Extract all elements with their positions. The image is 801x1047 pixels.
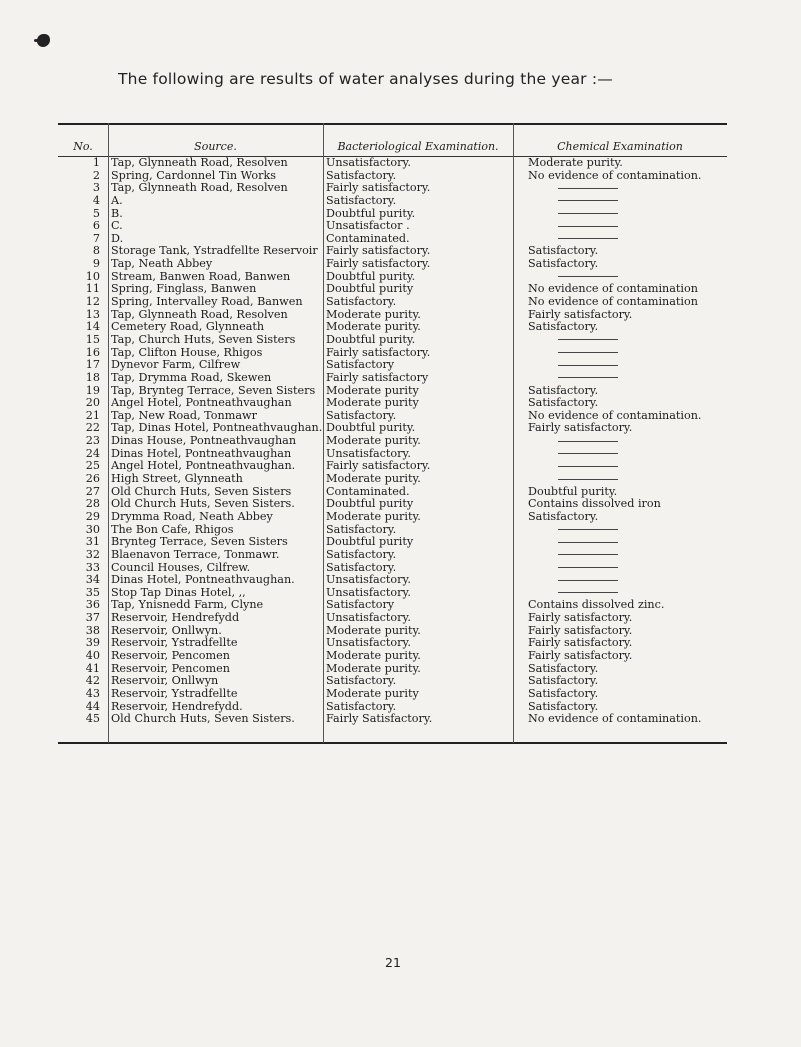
table-row [58, 321, 727, 334]
cell-chemical [558, 372, 618, 385]
cell-bacteriological: Moderate purity. [326, 510, 421, 523]
dash-mark [558, 339, 618, 340]
cell-chemical [558, 435, 618, 448]
cell-bacteriological: Fairly Satisfactory. [326, 713, 433, 726]
cell-source: Reservoir, Ystradfellte [111, 687, 238, 700]
table-row [58, 688, 727, 701]
cell-no: 28 [85, 498, 100, 511]
cell-bacteriological: Moderate purity. [326, 662, 421, 675]
cell-no: 18 [85, 371, 100, 384]
table-row [58, 208, 727, 221]
table-row [58, 473, 727, 486]
cell-bacteriological: Moderate purity. [326, 308, 421, 321]
cell-chemical [558, 536, 618, 549]
cell-no: 14 [85, 321, 100, 334]
cell-chemical [558, 549, 618, 562]
dash-mark [558, 226, 618, 227]
cell-bacteriological: Doubtful purity [326, 536, 414, 549]
table-row [58, 283, 727, 296]
cell-chemical: Satisfactory. [528, 675, 599, 688]
dash-mark [558, 200, 618, 201]
cell-bacteriological: Satisfactory. [326, 561, 397, 574]
cell-source: Reservoir, Hendrefydd. [111, 700, 243, 713]
dash-mark [558, 352, 618, 353]
dash-mark [558, 213, 618, 214]
cell-chemical: Satisfactory. [528, 662, 599, 675]
cell-chemical: Satisfactory. [528, 258, 599, 271]
table-row [58, 170, 727, 183]
cell-bacteriological: Fairly satisfactory. [326, 182, 431, 195]
cell-chemical: Fairly satisfactory. [528, 308, 633, 321]
table-row [58, 599, 727, 612]
cell-bacteriological: Moderate purity. [326, 321, 421, 334]
cell-chemical: Contains dissolved iron [528, 498, 661, 511]
cell-bacteriological: Moderate purity. [326, 473, 421, 486]
cell-chemical: Satisfactory. [528, 397, 599, 410]
cell-source: Dinas House, Pontneathvaughan [111, 435, 297, 448]
cell-source: Storage Tank, Ystradfellte Reservoir [111, 245, 318, 258]
cell-no: 31 [85, 536, 100, 549]
cell-chemical: Satisfactory. [528, 321, 599, 334]
cell-no: 5 [92, 207, 100, 220]
table-row [58, 385, 727, 398]
cell-no: 27 [85, 485, 100, 498]
intro-text: The following are results of water analyses during the year :— [118, 70, 614, 88]
table-row [58, 309, 727, 322]
table-bottom-rule [58, 742, 727, 744]
cell-bacteriological: Fairly satisfactory. [326, 460, 431, 473]
cell-no: 33 [85, 561, 100, 574]
cell-source: Tap, Ynisnedd Farm, Clyne [111, 599, 264, 612]
cell-chemical: Fairly satisfactory. [528, 612, 633, 625]
dash-mark [558, 479, 618, 480]
cell-no: 30 [85, 523, 100, 536]
table-row [58, 296, 727, 309]
cell-source: Reservoir, Pencomen [111, 662, 230, 675]
dash-mark [558, 580, 618, 581]
cell-source: Angel Hotel, Pontneathvaughan. [111, 460, 296, 473]
cell-bacteriological: Unsatisfactory. [326, 612, 411, 625]
cell-chemical: Satisfactory. [528, 245, 599, 258]
cell-source: Old Church Huts, Seven Sisters [111, 485, 292, 498]
table-row [58, 245, 727, 258]
cell-bacteriological: Satisfactory. [326, 548, 397, 561]
cell-bacteriological: Satisfactory. [326, 409, 397, 422]
dash-mark [558, 542, 618, 543]
table-row [58, 397, 727, 410]
cell-source: D. [111, 232, 124, 245]
cell-no: 38 [85, 624, 100, 637]
cell-chemical: Moderate purity. [528, 157, 623, 169]
cell-no: 1 [92, 157, 100, 169]
table-row [58, 650, 727, 663]
cell-no: 32 [85, 548, 100, 561]
cell-no: 15 [85, 333, 100, 346]
table-row [58, 562, 727, 575]
header-source: Source. [194, 140, 237, 153]
table-row [58, 182, 727, 195]
cell-chemical [558, 524, 618, 537]
dash-mark [558, 188, 618, 189]
table-row [58, 460, 727, 473]
cell-bacteriological: Satisfactory. [326, 296, 397, 309]
cell-chemical: Satisfactory. [528, 510, 599, 523]
cell-no: 25 [85, 460, 100, 473]
cell-source: Tap, Neath Abbey [111, 258, 213, 271]
cell-source: Angel Hotel, Pontneathvaughan [111, 397, 292, 410]
cell-bacteriological: Moderate purity [326, 397, 419, 410]
cell-no: 29 [85, 510, 100, 523]
cell-bacteriological: Satisfactory. [326, 194, 397, 207]
cell-chemical: No evidence of contamination [528, 283, 698, 296]
cell-bacteriological: Moderate purity [326, 687, 419, 700]
table-row [58, 511, 727, 524]
cell-no: 17 [85, 359, 100, 372]
cell-source: Reservoir, Onllwyn. [111, 624, 222, 637]
cell-chemical [558, 562, 618, 575]
cell-source: B. [111, 207, 123, 220]
header-chemical [513, 123, 727, 156]
water-analyses-table [58, 123, 727, 743]
cell-no: 40 [85, 649, 100, 662]
cell-chemical [558, 473, 618, 486]
cell-source: Stop Tap Dinas Hotel, ,, [111, 586, 246, 599]
cell-chemical: No evidence of contamination. [528, 713, 702, 726]
dash-mark [558, 276, 618, 277]
cell-bacteriological: Satisfactory [326, 359, 395, 372]
table-body [58, 157, 727, 726]
header-chemical-label: Chemical Examination [557, 140, 683, 153]
cell-no: 23 [85, 435, 100, 448]
table-row [58, 347, 727, 360]
cell-no: 35 [85, 586, 100, 599]
cell-source: Cemetery Road, Glynneath [111, 321, 265, 334]
cell-no: 36 [85, 599, 100, 612]
table-row [58, 410, 727, 423]
cell-source: Tap, Drymma Road, Skewen [111, 371, 272, 384]
table-row [58, 701, 727, 714]
cell-bacteriological: Moderate purity. [326, 624, 421, 637]
table-row [58, 422, 727, 435]
cell-no: 19 [85, 384, 100, 397]
dash-mark [558, 238, 618, 239]
cell-bacteriological: Satisfactory [326, 599, 395, 612]
header-no: No. [73, 140, 93, 153]
cell-bacteriological: Satisfactory. [326, 675, 397, 688]
cell-no: 7 [92, 232, 100, 245]
table-row [58, 359, 727, 372]
dash-mark [558, 592, 618, 593]
cell-source: Tap, New Road, Tonmawr [111, 409, 257, 422]
dash-mark [558, 453, 618, 454]
cell-bacteriological: Unsatisfactory. [326, 586, 411, 599]
table-row [58, 625, 727, 638]
cell-no: 26 [85, 473, 100, 486]
table-row [58, 612, 727, 625]
cell-no: 45 [85, 713, 100, 726]
cell-source: Dinas Hotel, Pontneathvaughan. [111, 574, 295, 587]
table-row [58, 233, 727, 246]
cell-no: 44 [85, 700, 100, 713]
cell-chemical: No evidence of contamination. [528, 409, 702, 422]
cell-bacteriological: Moderate purity. [326, 435, 421, 448]
cell-chemical: Fairly satisfactory. [528, 624, 633, 637]
cell-source: A. [111, 194, 123, 207]
table-row [58, 157, 727, 170]
cell-source: Drymma Road, Neath Abbey [111, 510, 273, 523]
cell-chemical [558, 271, 618, 284]
cell-no: 12 [85, 296, 100, 309]
table-row [58, 524, 727, 537]
table-row [58, 713, 727, 726]
cell-no: 16 [85, 346, 100, 359]
dash-mark [558, 466, 618, 467]
table-row [58, 663, 727, 676]
cell-chemical [558, 195, 618, 208]
cell-no: 4 [92, 194, 100, 207]
cell-no: 11 [85, 283, 100, 296]
cell-source: Tap, Glynneath Road, Resolven [111, 157, 288, 169]
cell-source: Tap, Dinas Hotel, Pontneathvaughan. [111, 422, 323, 435]
table-row [58, 587, 727, 600]
table-row [58, 574, 727, 587]
cell-no: 37 [85, 612, 100, 625]
cell-no: 8 [92, 245, 100, 258]
dash-mark [558, 567, 618, 568]
cell-source: Blaenavon Terrace, Tonmawr. [111, 548, 280, 561]
cell-no: 13 [85, 308, 100, 321]
table-row [58, 675, 727, 688]
cell-chemical [558, 460, 618, 473]
cell-no: 10 [85, 270, 100, 283]
cell-source: Tap, Clifton House, Rhigos [111, 346, 263, 359]
cell-source: Council Houses, Cilfrew. [111, 561, 251, 574]
cell-bacteriological: Fairly satisfactory. [326, 245, 431, 258]
cell-no: 41 [85, 662, 100, 675]
cell-no: 39 [85, 637, 100, 650]
cell-chemical: Fairly satisfactory. [528, 422, 633, 435]
cell-source: Reservoir, Onllwyn [111, 675, 219, 688]
cell-source: Reservoir, Pencomen [111, 649, 230, 662]
cell-source: Tap, Glynneath Road, Resolven [111, 308, 288, 321]
table-row [58, 258, 727, 271]
cell-chemical [558, 347, 618, 360]
cell-chemical: No evidence of contamination. [528, 169, 702, 182]
cell-chemical [558, 233, 618, 246]
cell-bacteriological: Doubtful purity [326, 283, 414, 296]
cell-bacteriological: Doubtful purity. [326, 422, 416, 435]
cell-no: 20 [85, 397, 100, 410]
cell-bacteriological: Moderate purity [326, 384, 419, 397]
cell-chemical: Fairly satisfactory. [528, 637, 633, 650]
page-number: 21 [385, 955, 401, 970]
cell-source: High Street, Glynneath [111, 473, 243, 486]
cell-bacteriological: Fairly satisfactory. [326, 258, 431, 271]
cell-no: 6 [92, 220, 100, 233]
cell-chemical: Fairly satisfactory. [528, 649, 633, 662]
cell-bacteriological: Contaminated. [326, 485, 410, 498]
dash-mark [558, 377, 618, 378]
cell-bacteriological: Satisfactory. [326, 700, 397, 713]
cell-source: Tap, Brynteg Terrace, Seven Sisters [111, 384, 316, 397]
cell-chemical: Satisfactory. [528, 700, 599, 713]
cell-no: 2 [92, 169, 100, 182]
cell-bacteriological: Doubtful purity. [326, 207, 416, 220]
cell-bacteriological: Unsatisfactor . [326, 220, 410, 233]
cell-no: 21 [85, 409, 100, 422]
cell-source: Tap, Glynneath Road, Resolven [111, 182, 288, 195]
dash-mark [558, 365, 618, 366]
cell-source: Brynteg Terrace, Seven Sisters [111, 536, 288, 549]
table-row [58, 549, 727, 562]
cell-bacteriological: Fairly satisfactory. [326, 346, 431, 359]
table-row [58, 435, 727, 448]
cell-source: Spring, Finglass, Banwen [111, 283, 257, 296]
cell-no: 43 [85, 687, 100, 700]
cell-source: Spring, Cardonnel Tin Works [111, 169, 277, 182]
cell-chemical [558, 448, 618, 461]
cell-chemical: Satisfactory. [528, 687, 599, 700]
ink-blot [37, 34, 50, 47]
cell-bacteriological: Doubtful purity. [326, 333, 416, 346]
header-bacteriological-label: Bacteriological Examination. [337, 140, 499, 153]
cell-bacteriological: Unsatisfactory. [326, 157, 411, 169]
cell-chemical: Doubtful purity. [528, 485, 618, 498]
table-row [58, 271, 727, 284]
dash-mark [558, 554, 618, 555]
cell-source: Old Church Huts, Seven Sisters. [111, 498, 295, 511]
cell-no: 42 [85, 675, 100, 688]
table-row [58, 195, 727, 208]
cell-source: Reservoir, Ystradfellte [111, 637, 238, 650]
table-row [58, 220, 727, 233]
cell-source: Dynevor Farm, Cilfrew [111, 359, 241, 372]
table-row [58, 486, 727, 499]
cell-bacteriological: Doubtful purity [326, 498, 414, 511]
header-bacteriological [323, 123, 513, 156]
cell-source: Dinas Hotel, Pontneathvaughan [111, 447, 292, 460]
dash-mark [558, 529, 618, 530]
cell-bacteriological: Unsatisfactory. [326, 574, 411, 587]
cell-chemical: No evidence of contamination [528, 296, 698, 309]
cell-chemical [558, 208, 618, 221]
cell-chemical [558, 359, 618, 372]
cell-no: 3 [92, 182, 100, 195]
table-row [58, 536, 727, 549]
cell-source: The Bon Cafe, Rhigos [111, 523, 234, 536]
cell-chemical [558, 220, 618, 233]
cell-source: Stream, Banwen Road, Banwen [111, 270, 291, 283]
cell-bacteriological: Satisfactory. [326, 523, 397, 536]
cell-source: Old Church Huts, Seven Sisters. [111, 713, 295, 726]
cell-bacteriological: Satisfactory. [326, 169, 397, 182]
cell-chemical [558, 182, 618, 195]
cell-bacteriological: Unsatisfactory. [326, 637, 411, 650]
table-row [58, 498, 727, 511]
cell-no: 9 [92, 258, 100, 271]
cell-no: 34 [85, 574, 100, 587]
cell-chemical: Contains dissolved zinc. [528, 599, 665, 612]
cell-bacteriological: Moderate purity. [326, 649, 421, 662]
cell-source: Tap, Church Huts, Seven Sisters [111, 333, 296, 346]
cell-bacteriological: Unsatisfactory. [326, 447, 411, 460]
cell-chemical [558, 574, 618, 587]
cell-source: C. [111, 220, 123, 233]
cell-chemical [558, 334, 618, 347]
dash-mark [558, 441, 618, 442]
table-row [58, 448, 727, 461]
table-row [58, 334, 727, 347]
cell-bacteriological: Doubtful purity. [326, 270, 416, 283]
cell-bacteriological: Contaminated. [326, 232, 410, 245]
table-row [58, 637, 727, 650]
cell-source: Spring, Intervalley Road, Banwen [111, 296, 303, 309]
cell-no: 22 [85, 422, 100, 435]
cell-no: 24 [85, 447, 100, 460]
table-row [58, 372, 727, 385]
cell-chemical: Satisfactory. [528, 384, 599, 397]
cell-source: Reservoir, Hendrefydd [111, 612, 240, 625]
cell-chemical [558, 587, 618, 600]
cell-bacteriological: Fairly satisfactory [326, 371, 429, 384]
